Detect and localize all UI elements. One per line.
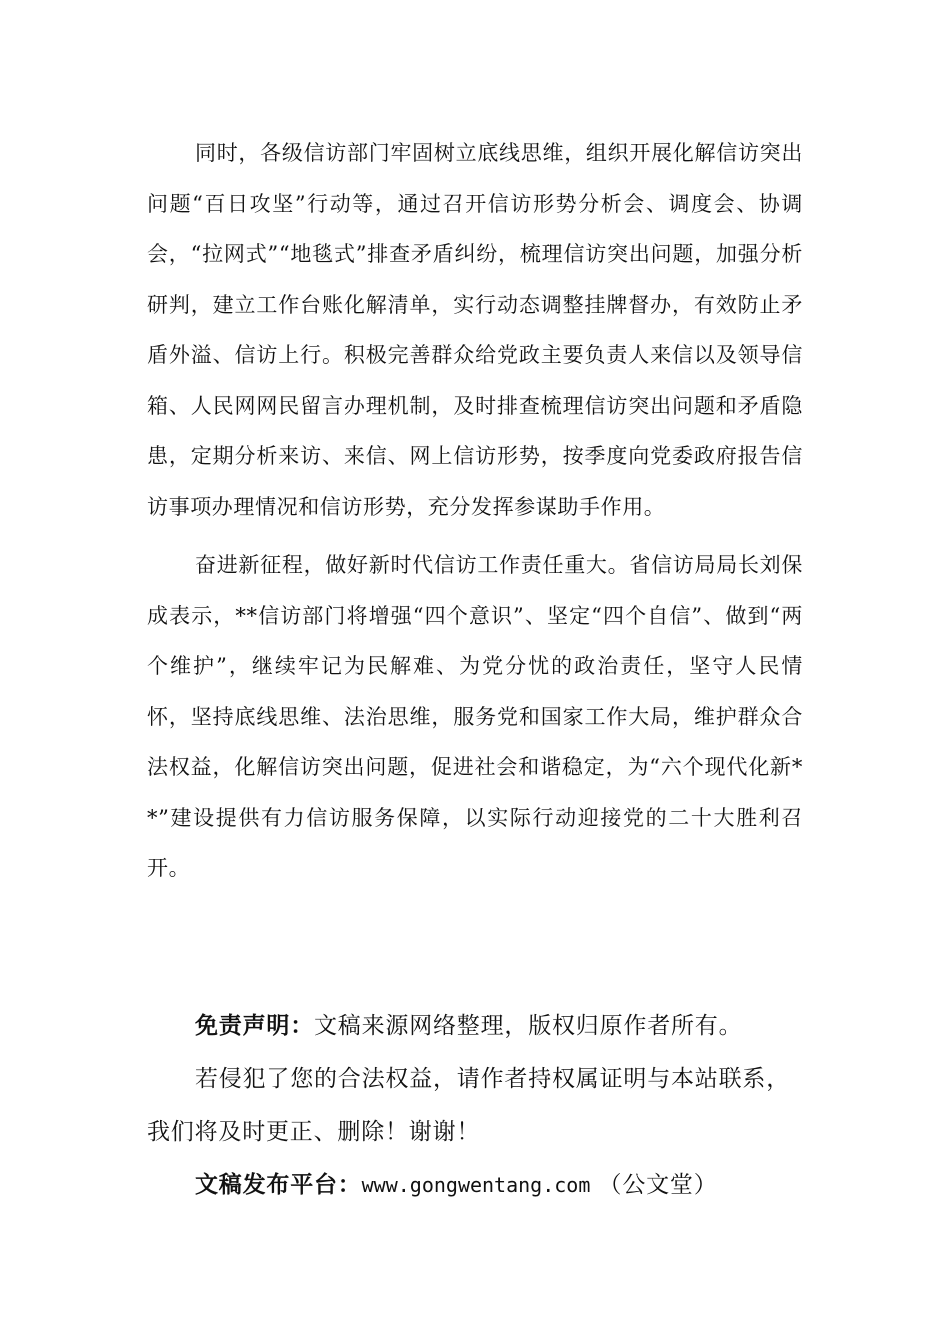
platform-url: www.gongwentang.com (361, 1173, 591, 1197)
platform-label: 文稿发布平台： (195, 1172, 362, 1198)
disclaimer-notice: 若侵犯了您的合法权益，请作者持权属证明与本站联系，我们将及时更正、删除！谢谢！ (147, 1066, 790, 1145)
platform-line (147, 1159, 807, 1212)
platform-name: （公文堂） (598, 1172, 718, 1198)
disclaimer-label: 免责声明： (195, 1013, 314, 1039)
paragraph-1: 同时，各级信访部门牢固树立底线思维，组织开展化解信访突出问题“百日攻坚”行动等，通过召开信访形势分析会、调度会、协调会，“拉网式”“地毯式”排查矛盾纠纷，梳理信访突出问题，加强分析研判，建立工作台账化解清单，实行动态调整挂牌督办，有效防止矛盾外溢、信访上行。积极完善群众给党政主要负责人来信以及领导信箱、人民网网民留言办理机制，及时排查梳理信访突出问题和矛盾隐患，定期分析来访、来信、网上信访形势，按季度向党委政府报告信访事项办理情况和信访形势，充分发挥参谋助手作用。 (147, 141, 803, 519)
article-body (147, 128, 803, 902)
disclaimer-text: 文稿来源网络整理，版权归原作者所有。 (314, 1013, 743, 1039)
paragraph-2: 奋进新征程，做好新时代信访工作责任重大。省信访局局长刘保成表示，**信访部门将增强“四个意识”、坚定“四个自信”、做到“两个维护”，继续牢记为民解难、为党分忧的政治责任，坚守人民情怀，坚持底线思维、法治思维，服务党和国家工作大局，维护群众合法权益，化解信访突出问题，促进社会和谐稳定，为“六个现代化新**”建设提供有力信访服务保障，以实际行动迎接党的二十大胜利召开。 (147, 553, 803, 880)
disclaimer-block (147, 1000, 807, 1212)
disclaimer-line (147, 1000, 807, 1053)
